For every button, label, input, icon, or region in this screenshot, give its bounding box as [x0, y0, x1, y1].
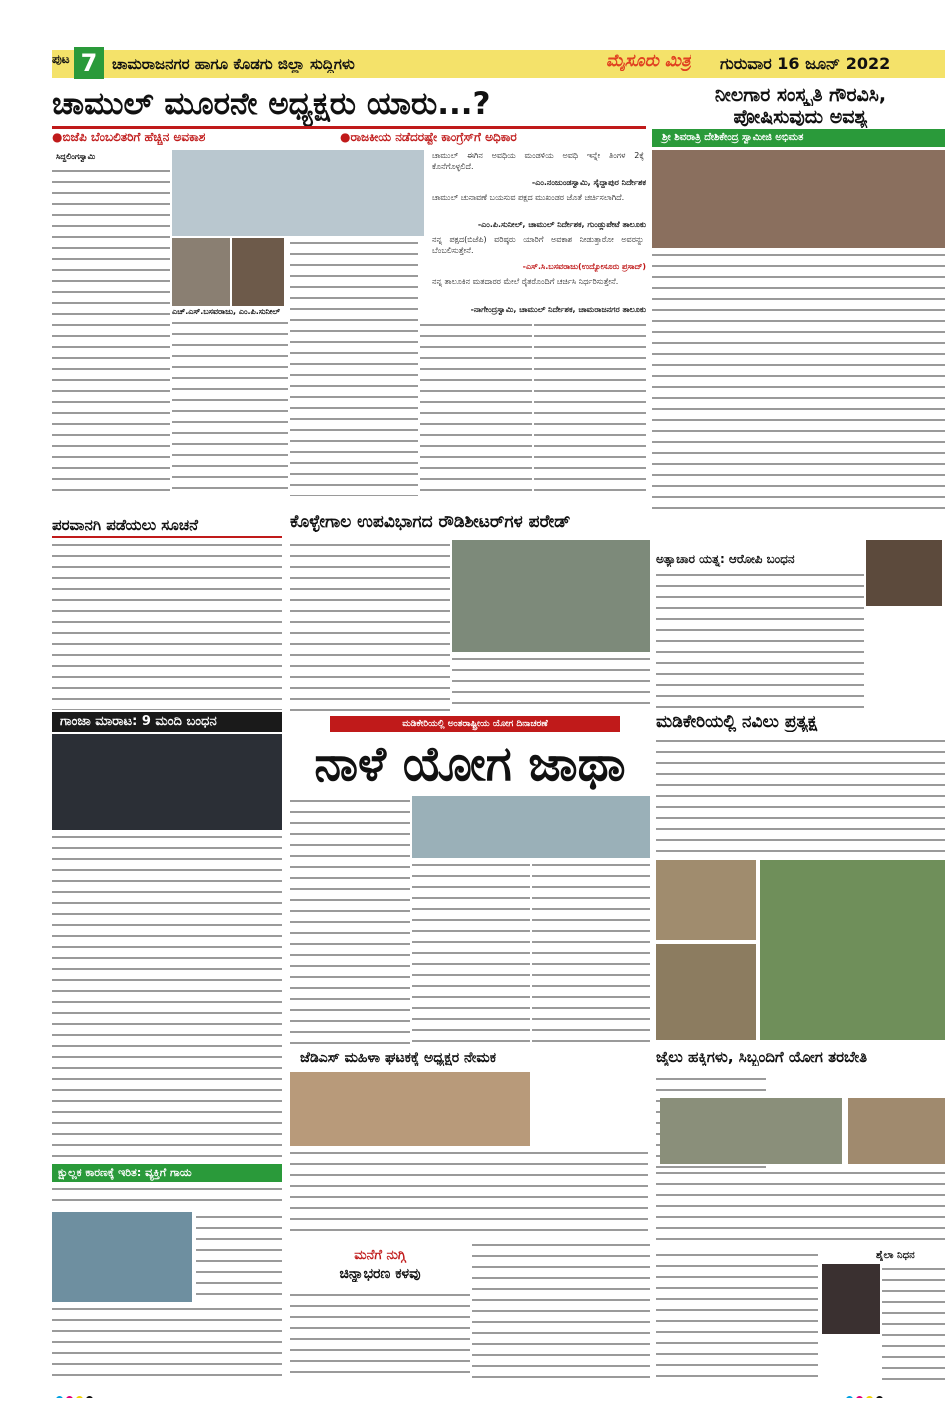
- permission-body: [52, 540, 282, 710]
- chain-body-1: [290, 1290, 470, 1380]
- permission-headline: ಪರವಾನಗಿ ಪಡೆಯಲು ಸೂಚನೆ: [52, 516, 199, 534]
- quote-by: -ಎಸ್.ಸಿ.ಬಸವರಾಜು(ಉದ್ಯೋಸೂರು ಪ್ರಸಾದ್): [522, 262, 646, 271]
- ganja-headline: ಗಾಂಜಾ ಮಾರಾಟ: 9 ಮಂದಿ ಬಂಧನ: [52, 712, 282, 732]
- jds-headline: ಜೆಡಿಎಸ್ ಮಹಿಳಾ ಘಟಕಕ್ಕೆ ಅಧ್ಯಕ್ಷರ ನೇಮಕ: [300, 1050, 497, 1066]
- yoga-headline: ನಾಳೆ ಯೋಗ ಜಾಥಾ: [314, 736, 626, 792]
- quote-item: [424, 192, 646, 232]
- quotes-box: [424, 150, 646, 318]
- registration-marks-left: [56, 1388, 176, 1398]
- chain-body-2: [472, 1240, 650, 1380]
- kollegal-headline: ಕೊಳ್ಳೇಗಾಲ ಉಪವಿಭಾಗದ ರೌಡಿಶೀಟರ್‌ಗಳ ಪರೇಡ್: [290, 512, 571, 532]
- peacock-photo-3: [656, 944, 756, 1040]
- kollegal-body-1: [290, 540, 450, 712]
- dairy-photo: [172, 150, 424, 236]
- ganja-photo: [52, 734, 282, 830]
- obit-body: [882, 1264, 945, 1382]
- obit-name: ಶೈಲಾ ನಿಧನ: [876, 1250, 915, 1261]
- registration-marks-right: [846, 1388, 942, 1398]
- yoga-body-1: [290, 796, 410, 1046]
- lead-column-3: [290, 238, 418, 496]
- kollegal-body-2: [452, 654, 650, 712]
- trivial-body-1: [52, 1184, 282, 1208]
- peacock-body: [656, 736, 945, 856]
- permission-rule: [52, 536, 282, 538]
- jail-body-3: [656, 1250, 818, 1382]
- quote-item: [424, 234, 646, 274]
- jail-body-2: [656, 1168, 945, 1248]
- lead-column-2: [172, 318, 288, 496]
- right-top-body: [652, 250, 945, 510]
- right-top-headline-2: ಪೋಷಿಸುವುದು ಅವಶ್ಯ: [733, 106, 868, 128]
- jail-headline: ಜೈಲು ಹಕ್ಕಿಗಳು, ಸಿಬ್ಬಂದಿಗೆ ಯೋಗ ತರಬೇತಿ: [656, 1048, 868, 1066]
- right-top-banner: ಶ್ರೀ ಶಿವರಾತ್ರಿ ದೇಶಿಕೇಂದ್ರ ಸ್ವಾಮೀಜಿ ಅಭಿಮತ: [652, 129, 945, 147]
- right-top-photo: [652, 150, 945, 248]
- jds-photo: [290, 1072, 530, 1146]
- jail-photo: [660, 1098, 842, 1164]
- trivial-body-3: [52, 1304, 282, 1382]
- obit-photo: [822, 1264, 880, 1334]
- issue-date: ಗುರುವಾರ 16 ಜೂನ್ 2022: [720, 54, 891, 73]
- trivial-headline: ಕ್ಷುಲ್ಲಕ ಕಾರಣಕ್ಕೆ ಇರಿತ: ವ್ಯಕ್ತಿಗೆ ಗಾಯ: [52, 1164, 282, 1182]
- right-top-headline-1: ನೀಲಗಾರ ಸಂಸ್ಕೃತಿ ಗೌರವಿಸಿ,: [714, 84, 887, 106]
- quote-text: ಚಾಮುಲ್ ಈಗಿನ ಅವಧಿಯ ಮಂಡಳಿಯ ಅವಧಿ ಇನ್ನೇ ತಿಂಗಳ 2ಕ್ಕೆ ಕೊನೆಗೊಳ್ಳಲಿದೆ.: [432, 151, 644, 171]
- kollegal-photo: [452, 540, 650, 652]
- lead-column-5: [534, 320, 646, 496]
- lead-subhead-left: ●ಬಿಜೆಪಿ ಬೆಂಬಲಿತರಿಗೆ ಹೆಚ್ಚಿನ ಅವಕಾಶ: [52, 130, 206, 144]
- quote-text: ನನ್ನ ತಾಲೂಕಿನ ಮತದಾರರ ಮೇಲೆ ರೈತರೊಂದಿಗೆ ಚರ್ಚಿಸಿ ನಿರ್ಧರಿಸುತ್ತೇನೆ.: [432, 277, 619, 286]
- yoga-kicker: ಮಡಿಕೇರಿಯಲ್ಲಿ ಅಂತರಾಷ್ಟ್ರೀಯ ಯೋಗ ದಿನಾಚರಣೆ: [330, 716, 620, 732]
- quote-by: -ನಾಗೇಂದ್ರಸ್ವಾಮಿ, ಚಾಮುಲ್ ನಿರ್ದೇಶಕ, ಚಾಮರಾಜನಗರ ತಾಲೂಕು: [470, 305, 646, 314]
- page-label: ಪುಟ: [52, 52, 70, 66]
- quote-item: [424, 276, 646, 318]
- section-title: ಚಾಮರಾಜನಗರ ಹಾಗೂ ಕೊಡಗು ಜಿಲ್ಲಾ ಸುದ್ದಿಗಳು: [112, 55, 355, 73]
- quote-by: -ಎಂ.ನಂಜುಂಡಸ್ವಾಮಿ, ಸೈದ್ದಾಪುರ ನಿರ್ದೇಶಕ: [531, 178, 646, 187]
- chain-headline-2: ಚಿನ್ನಾಭರಣ ಕಳವು: [339, 1266, 421, 1282]
- peacock-photo-2: [760, 860, 945, 1040]
- yoga-body-3: [532, 860, 650, 1046]
- jail-photo-2: [848, 1098, 945, 1164]
- quote-text: ನನ್ನ ಪಕ್ಷದ(ಬಿಜೆಪಿ) ವರಿಷ್ಠರು ಯಾರಿಗೆ ಅವಕಾಶ ನೀಡುತ್ತಾರೋ ಅವರನ್ನು ಬೆಂಬಲಿಸುತ್ತೇನೆ.: [432, 235, 644, 255]
- ganja-body: [52, 832, 282, 1162]
- lead-subhead-right: ●ರಾಜಕೀಯ ನಡೆದರಷ್ಟೇ ಕಾಂಗ್ರೆಸ್‌ಗೆ ಅಧಿಕಾರ: [340, 130, 517, 144]
- portraits-caption: ಎಚ್.ಎಸ್.ಬಸವರಾಜು, ಎಂ.ಪಿ.ಸುನೀಲ್: [172, 307, 281, 316]
- trivial-photo: [52, 1212, 192, 1302]
- page-number: 7: [74, 47, 104, 79]
- quote-item: [424, 150, 646, 190]
- accused-photo: [866, 540, 942, 606]
- portrait-1: [172, 238, 230, 306]
- peacock-photo-1: [656, 860, 756, 940]
- trivial-body-2: [196, 1212, 282, 1302]
- quote-by: -ಎಂ.ಪಿ.ಸುನೀಲ್, ಚಾಮುಲ್ ನಿರ್ದೇಶಕ, ಗುಂಡ್ಲುಪೇಟೆ ತಾಲೂಕು: [477, 220, 646, 229]
- yoga-body-2: [412, 860, 530, 1046]
- quote-text: ಚಾಮುಲ್ ಚುನಾವಣೆ ಬಯಸುವ ಪಕ್ಷದ ಮುಖಂಡರ ಜೊತೆ ಚರ್ಚಿಸಲಾಗಿದೆ.: [432, 193, 625, 202]
- portrait-2: [232, 238, 284, 306]
- jds-body-1: [290, 1148, 648, 1238]
- yoga-photo: [412, 796, 650, 858]
- lead-column-4: [420, 320, 532, 496]
- peacock-headline: ಮಡಿಕೇರಿಯಲ್ಲಿ ನವಿಲು ಪ್ರತ್ಯಕ್ಷ: [656, 712, 818, 732]
- lead-rule: [52, 126, 646, 129]
- chain-headline-1: ಮನೆಗೆ ನುಗ್ಗಿ: [354, 1248, 406, 1263]
- lead-dateline: ಸಿದ್ದಲಿಂಗಸ್ವಾಮಿ: [56, 152, 96, 161]
- rape-body: [656, 570, 864, 710]
- lead-column-1: [52, 166, 170, 496]
- lead-headline: ಚಾಮುಲ್ ಮೂರನೇ ಅಧ್ಯಕ್ಷರು ಯಾರು...?: [52, 86, 491, 122]
- masthead-brand: ಮೈಸೂರು ಮಿತ್ರ: [606, 51, 691, 71]
- rape-headline: ಅತ್ಯಾಚಾರ ಯತ್ನ: ಆರೋಪಿ ಬಂಧನ: [656, 552, 795, 566]
